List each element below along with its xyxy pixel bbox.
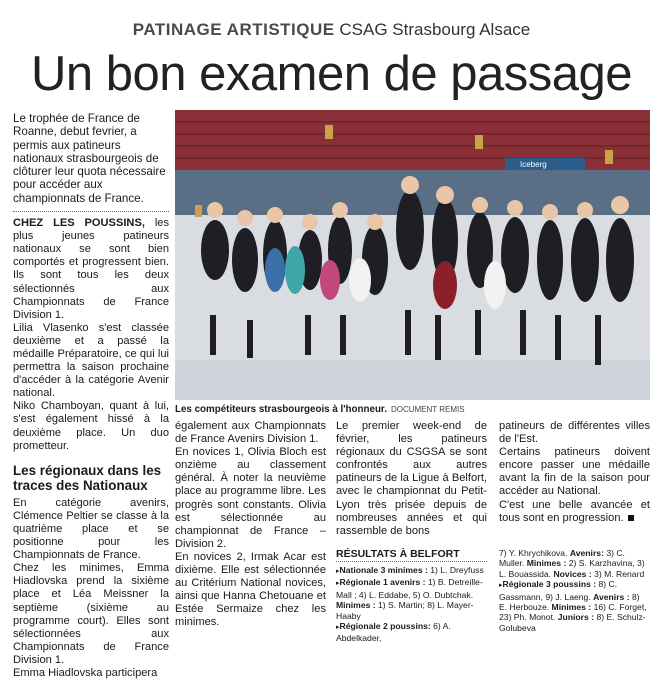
- results-box: [336, 548, 650, 644]
- result-category: Avenirs :: [593, 591, 630, 602]
- result-category: Régionale 1 avenirs :: [339, 577, 426, 588]
- paragraph: patineurs de différentes villes de l'Est.: [499, 420, 650, 446]
- paragraph: En novices 1, Olivia Bloch est onzième au classement général. À noter la neuvième place au programme libre. Les progrès sont constants. Olivia est sélectionnée au championnat de France – Division 2.: [175, 446, 326, 550]
- result-category: Minimes :: [336, 600, 376, 611]
- results-left: [336, 565, 487, 644]
- photo-illustration: [175, 110, 650, 400]
- paragraph: Certains patineurs doivent encore passer une médaille avant la fin de la saison pour accéder au National.: [499, 446, 650, 498]
- result-entry: [336, 565, 487, 577]
- column-1: [13, 112, 169, 680]
- result-category: Régionale 3 poussins :: [502, 579, 597, 590]
- paragraph-text: les plus jeunes patineurs nationaux se sont bien comportés et progressent bien. Ils sont tous les deux sélectionnés aux Championnats de France Division 1.: [13, 217, 169, 321]
- result-entry: [499, 548, 650, 579]
- result-text: 7) Y. Khrychikova.: [499, 548, 570, 558]
- lead-in: CHEZ LES POUSSINS,: [13, 217, 145, 230]
- paragraph: En catégorie avenirs, Clémence Peltier se classe à la quatrième place et se positionne pour les Championnats de France.: [13, 496, 169, 562]
- column-3: [336, 420, 487, 538]
- paragraph: Lilia Vlasenko s'est classée deuxième et a passé la médaille Préparatoire, ce qui lui permettra la saison prochaine d'accéder à la catégorie Avenir national.: [13, 321, 169, 400]
- result-category: Avenirs:: [569, 548, 604, 558]
- paragraph: également aux Championnats de France Avenirs Division 1.: [175, 420, 326, 446]
- column-2: [175, 420, 326, 630]
- result-text: 2) S. Karzhavina, 3) L. Bouassida.: [499, 558, 645, 579]
- photo-credit: DOCUMENT REMIS: [390, 405, 465, 414]
- result-text: 6) A. Abdelkader,: [336, 621, 451, 644]
- result-category: Juniors :: [557, 612, 595, 623]
- kicker: [0, 20, 663, 40]
- result-text: 8) E. Schulz-Golubeva: [499, 612, 646, 633]
- result-text: 8) E. Herbouze.: [499, 591, 640, 613]
- end-mark: [628, 515, 634, 521]
- paragraph: En novices 2, Irmak Acar est dixième. Elle est sélectionnée au Critérium National novices, ainsi que Hanna Chetouane et Estée Sermaize chez les minimes.: [175, 550, 326, 629]
- caption-text: Les compétiteurs strasbourgeois à l'honneur.: [175, 404, 387, 415]
- paragraph: Emma Hiadlovska participera: [13, 666, 158, 679]
- paragraph-text: C'est une belle avancée et tous sont en progression.: [499, 498, 650, 524]
- result-category: Nationale 3 minimes :: [339, 565, 428, 575]
- paragraph: Niko Chamboyan, quant à lui, s'est également hissé à la deuxième place. Un duo prometteur.: [13, 400, 169, 452]
- results-right: [499, 548, 650, 633]
- result-entry: [499, 579, 650, 633]
- club-label: CSAG Strasbourg Alsace: [339, 20, 531, 39]
- result-text: 1) L. Dreyfuss: [427, 565, 484, 575]
- result-text: 1) S. Martin; 8) L. Mayer-Haaby: [336, 600, 474, 621]
- result-entry: [336, 621, 487, 644]
- result-text: 3) C. Muller.: [499, 548, 625, 569]
- divider: [336, 561, 487, 562]
- headline: Un bon examen de passage: [31, 47, 632, 101]
- column-4: [499, 420, 650, 525]
- result-category: Régionale 2 poussins:: [339, 621, 431, 632]
- result-category: Novices :: [553, 568, 592, 579]
- photo-caption: [175, 404, 650, 415]
- result-text: 8) C. Gassmann, 9) J. Laeng.: [499, 579, 618, 602]
- result-text: 16) C. Forget, 23) Ph. Monot.: [499, 602, 647, 623]
- intro-paragraph: Le trophée de France de Roanne, debut fevrier, a permis aux patineurs nationaux strasbourgeois de clôturer leur quota nécessaire pour accéder aux championnats de France.: [13, 112, 166, 205]
- paragraph: [13, 217, 169, 322]
- result-text: 3) M. Renard: [591, 568, 645, 579]
- result-category: Minimes :: [551, 602, 592, 613]
- results-title: RÉSULTATS À BELFORT: [336, 548, 460, 560]
- paragraph: Le premier week-end de février, les patineurs régionaux du CSGSA se sont confrontés aux autres patineurs de la Ligue à Belfort, avec le championnat du Petit-Lyon très prisée depuis de nombreuses années et qui rassemble de bons: [336, 420, 487, 537]
- rink-banner: Iceberg: [520, 160, 547, 169]
- section-label: PATINAGE ARTISTIQUE: [132, 20, 335, 39]
- subheading: Les régionaux dans les traces des Nationaux: [13, 462, 162, 493]
- result-text: 1) B. Detreille-Mall ; 4) L. Eddabe, 5) O. Dubtchak.: [336, 577, 483, 600]
- result-entry: [336, 577, 487, 621]
- result-category: Minimes :: [526, 558, 567, 569]
- paragraph: [499, 499, 650, 525]
- team-photo: [175, 110, 650, 400]
- divider: [13, 211, 169, 212]
- paragraph: Chez les minimes, Emma Hiadlovska prend la sixième place et Léa Meissner la septième (sixième au programme court). Elles sont sélectionnées aux Championnats de France Division 1.: [13, 562, 169, 666]
